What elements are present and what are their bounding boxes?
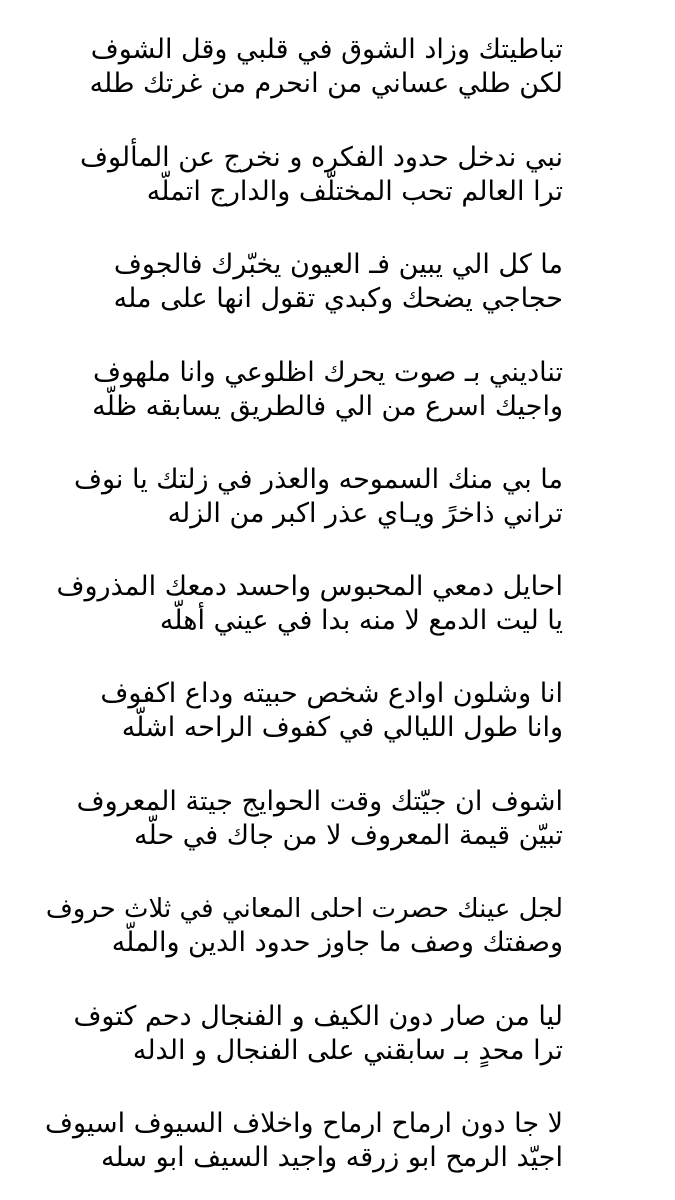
verse-line: ما بي منك السموحه والعذر في زلتك يا نوف bbox=[73, 464, 563, 495]
verse-line: ترا محدٍ بـ سابقني على الفنجال و الدله bbox=[132, 1035, 563, 1066]
stanza-1 bbox=[43, 33, 563, 101]
stanza-3 bbox=[43, 248, 563, 316]
verse-line: لكن طلي عساني من انحرم من غرتك طله bbox=[89, 68, 563, 99]
stanza-11 bbox=[43, 1107, 563, 1175]
verse-line: احايل دمعي المحبوس واحسد دمعك المذروف bbox=[56, 571, 563, 602]
verse-line: وانا طول الليالي في كفوف الراحه اشلّه bbox=[121, 712, 563, 743]
verse-line: حجاجي يضحك وكبدي تقول انها على مله bbox=[113, 283, 563, 314]
verse-line: ترا العالم تحب المختلّف والدارج اتملّه bbox=[146, 176, 563, 207]
verse-line: وصفتك وصف ما جاوز حدود الدين والملّه bbox=[111, 927, 563, 958]
stanza-10 bbox=[43, 1000, 563, 1068]
verse-line: لجل عينك حصرت احلى المعاني في ثلاث حروف bbox=[45, 894, 563, 924]
verse-line: اشوف ان جيّتك وقت الحوايج جيتة المعروف bbox=[76, 786, 563, 817]
verse-line: ما كل الي يبين فـ العيون يخبّرك فالجوف bbox=[113, 249, 563, 280]
stanza-8 bbox=[43, 785, 563, 853]
stanza-6 bbox=[43, 570, 563, 638]
verse-line: تراني ذاخرً ويـاي عذر اكبر من الزله bbox=[167, 498, 563, 529]
stanza-9 bbox=[43, 892, 563, 960]
stanza-5 bbox=[43, 463, 563, 531]
verse-line: انا وشلون اوادع شخص حبيته وداع اكفوف bbox=[100, 678, 563, 709]
stanza-2 bbox=[43, 141, 563, 209]
verse-line: تباطيتك وزاد الشوق في قلبي وقل الشوف bbox=[90, 34, 563, 65]
verse-line: ليا من صار دون الكيف و الفنجال دحم كتوف bbox=[73, 1001, 563, 1032]
verse-line: تبيّن قيمة المعروف لا من جاك في حلّه bbox=[134, 820, 563, 851]
stanza-4 bbox=[43, 356, 563, 424]
verse-line: اجيّد الرمح ابو زرقه واجيد السيف ابو سله bbox=[101, 1142, 563, 1173]
stanza-7 bbox=[43, 677, 563, 745]
verse-line: لا جا دون ارماح ارماح واخلاف السيوف اسيوف bbox=[44, 1108, 563, 1139]
verse-line: تناديني بـ صوت يحرك اظلوعي وانا ملهوف bbox=[93, 357, 563, 388]
verse-line: نبي ندخل حدود الفكره و نخرج عن المألوف bbox=[79, 142, 563, 173]
verse-line: واجيك اسرع من الي فالطريق يسابقه ظلّه bbox=[92, 391, 563, 422]
verse-line: يا ليت الدمع لا منه بدا في عيني أهلّه bbox=[159, 605, 563, 636]
